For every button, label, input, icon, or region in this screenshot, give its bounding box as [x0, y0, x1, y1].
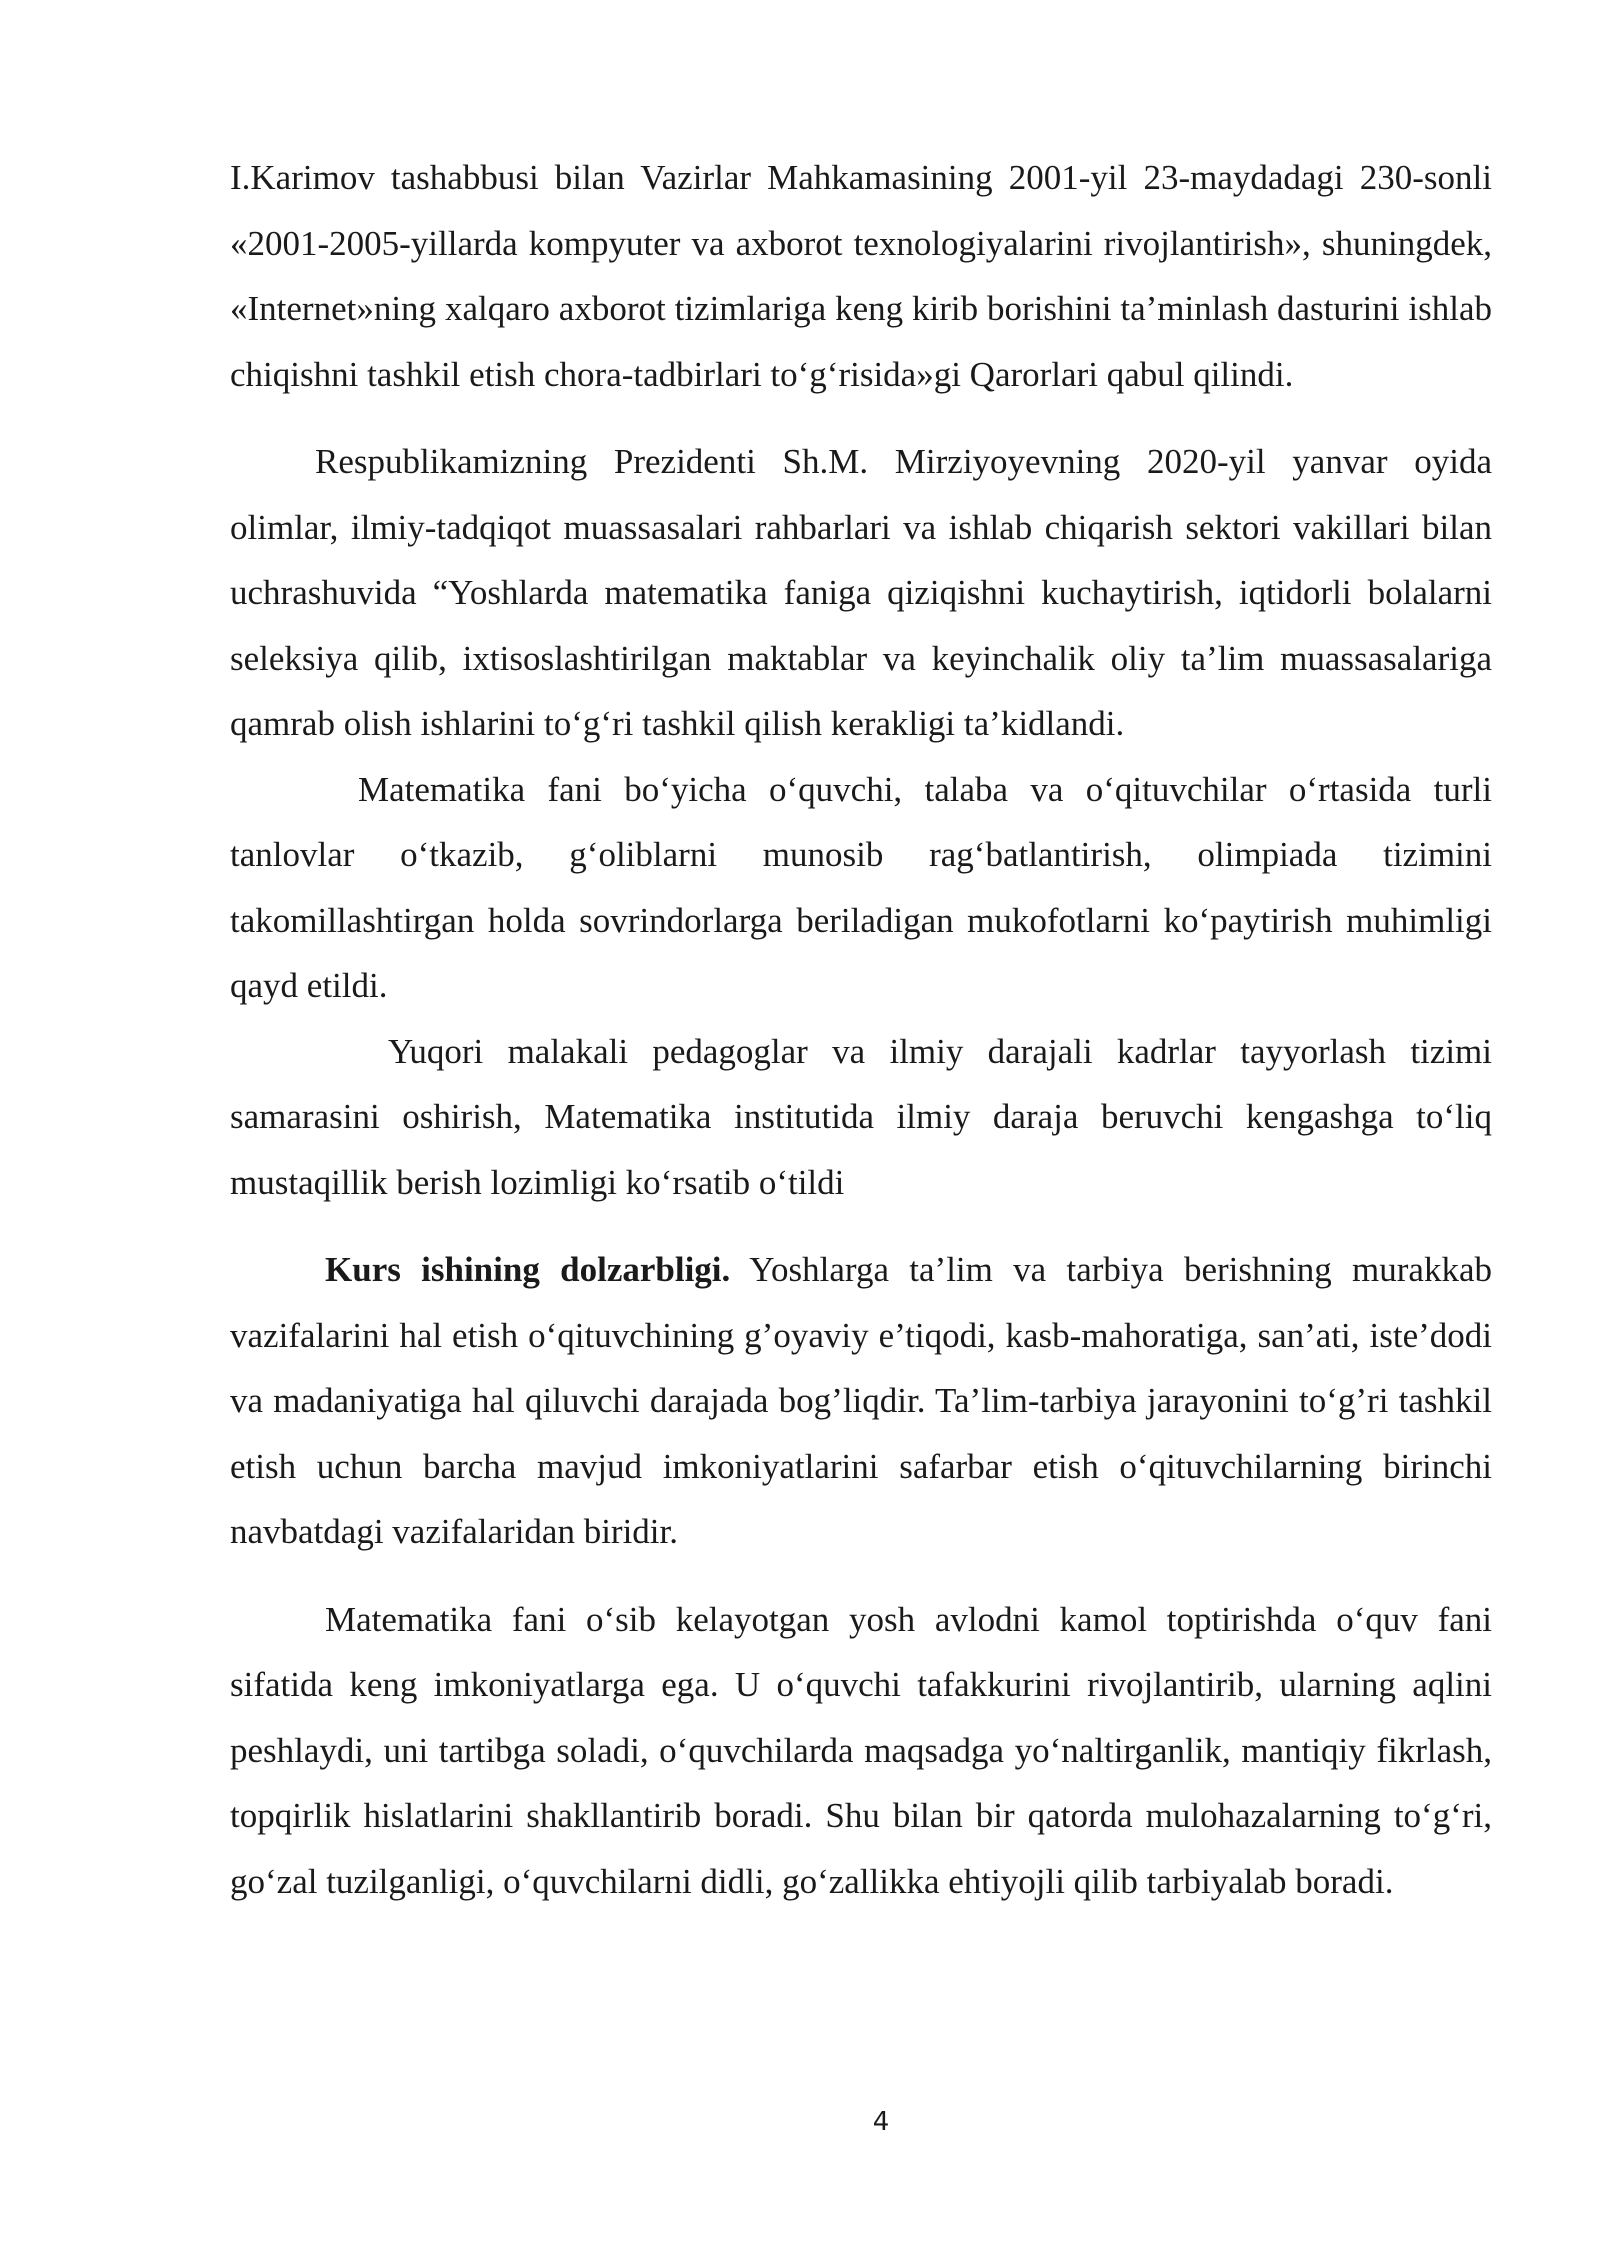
paragraph-president-meeting: Respublikamizning Prezidenti Sh.M. Mirziyoyevning 2020-yil yanvar oyida olimlar, ilmiy-tadqiqot muassasalari rahbarlari va ishlab chiqarish sektori vakillari bilan uchrashuvida “Yoshlarda matematika faniga qiziqishni kuchaytirish, iqtidorli bolalarni seleksiya qilib, ixtisoslashtirilgan maktablar va keyinchalik oliy ta’lim muassasalariga qamrab olish ishlarini to‘g‘ri tashkil qilish kerakligi ta’kidlandi. [230, 442, 1492, 743]
paragraph-competitions: Matematika fani bo‘yicha o‘quvchi, talaba va o‘qituvchilar o‘rtasida turli tanlovlar o‘tkazib, g‘oliblarni munosib rag‘batlantirish, olimpiada tizimini takomillashtirgan holda sovrindorlarga beriladigan mukofotlarni ko‘paytirish muhimligi qayd etildi. [230, 769, 1492, 1005]
paragraph-decree: I.Karimov tashabbusi bilan Vazirlar Mahkamasining 2001-yil 23-maydadagi 230-sonli «2001-2005-yillarda kompyuter va axborot texnologiyalarini rivojlantirish», shuningdek, «Internet»ning xalqaro axborot tizimlariga keng kirib borishini ta’minlash dasturini ishlab chiqishni tashkil etish chora-tadbirlari to‘g‘risida»gi Qarorlari qabul qilindi. [230, 158, 1492, 394]
paragraph-mathematics-role: Matematika fani o‘sib kelayotgan yosh avlodni kamol toptirishda o‘quv fani sifatida keng imkoniyatlarga ega. U o‘quvchi tafakkurini rivojlantirib, ularning aqlini peshlaydi, uni tartibga soladi, o‘quvchilarda maqsadga yo‘naltirganlik, mantiqiy fikrlash, topqirlik hislatlarini shakllantirib boradi. Shu bilan bir qatorda mulohazalarning to‘g‘ri, go‘zal tuzilganligi, o‘quvchilarni didli, go‘zallikka ehtiyojli qilib tarbiyalab boradi. [230, 1599, 1492, 1901]
relevance-heading: Kurs ishining dolzarbligi. [325, 1250, 731, 1289]
paragraph-relevance [230, 1237, 1492, 1565]
document-page [230, 145, 1492, 1914]
paragraph-qualified-staff: Yuqori malakali pedagoglar va ilmiy darajali kadrlar tayyorlash tizimi samarasini oshirish, Matematika institutida ilmiy daraja beruvchi kengashga to‘liq mustaqillik berish lozimligi ko‘rsatib o‘tildi [230, 1031, 1492, 1202]
page-number: 4 [872, 2107, 890, 2137]
relevance-body: Yoshlarga ta’lim va tarbiya berishning murakkab vazifalarini hal etish o‘qituvchining g’oyaviy e’tiqodi, kasb-mahoratiga, san’ati, iste’dodi va madaniyatiga hal qiluvchi darajada bog’liqdir. Ta’lim-tarbiya jarayonini to‘g’ri tashkil etish uchun barcha mavjud imkoniyatlarini safarbar etish o‘qituvchilarning birinchi navbatdagi vazifalaridan biridir. [230, 1250, 1492, 1551]
